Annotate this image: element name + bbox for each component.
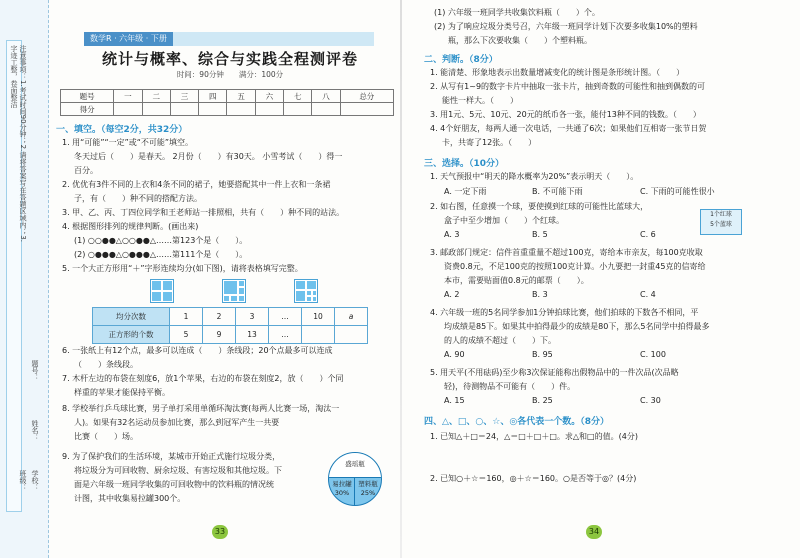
label-school: 学校：	[31, 470, 39, 491]
choice-2-c[interactable]: C. 6	[640, 230, 656, 239]
section-fill-blank: 一、填空。（每空2分，共32分）	[56, 125, 188, 135]
label-class: 班级：	[19, 470, 27, 491]
q6-line2: （ ）条线段。	[74, 360, 138, 369]
choice-1-a[interactable]: A. 一定下雨	[444, 187, 487, 196]
q9-line4: 计图，其中收集易拉罐300个。	[74, 494, 186, 503]
choice-4-a[interactable]: A. 90	[444, 350, 465, 359]
square-grid-1	[150, 279, 174, 303]
symbol-q2: 2. 已知○＋☆＝160，◎＋☆＝160。○是否等于◎？(4分)	[430, 474, 637, 483]
pie-label-b: 易拉罐	[332, 480, 352, 488]
pie-label-a: 盛瑶瓶	[345, 460, 365, 468]
choice-5-line1: 5. 用天平(不用砝码)至少称3次保证能称出假物品中的一件次品(次品略	[430, 368, 679, 377]
section-choice: 三、选择。（10分）	[424, 159, 505, 169]
choice-4-c[interactable]: C. 100	[640, 350, 666, 359]
q1-line3: 百分。	[74, 166, 98, 175]
q7-line1: 7. 木杆左边的布袋在刻度6，放1个苹果，右边的布袋在刻度2，放（ ）个同	[62, 374, 344, 383]
choice-2-b[interactable]: B. 5	[532, 230, 548, 239]
judge-2-line2: 能性一样大。（ ）	[442, 96, 518, 105]
pie-pct-c: 25%	[360, 489, 376, 497]
q9-line2: 将垃圾分为可回收物、厨余垃圾、有害垃圾和其他垃圾。下	[74, 466, 282, 475]
judge-3: 3. 用1元、5元、10元、20元的纸币各一张，能付13种不同的钱数。（ ）	[430, 110, 701, 119]
choice-5-line2: 轻)，待测物品不可能有（ ）件。	[444, 382, 576, 391]
choice-3-a[interactable]: A. 2	[444, 290, 460, 299]
exam-meta: 时间：90分钟 满分：100分	[176, 70, 284, 79]
choice-5-c[interactable]: C. 30	[640, 396, 661, 405]
square-count-row: 正方形的个数 5 9 13 …	[93, 326, 368, 344]
score-table	[60, 89, 394, 116]
q4-line3: (2) ○●●●△○●●●△……第111个是（ ）。	[74, 250, 248, 259]
choice-2-line1: 2. 如右图，任意摸一个球，要使摸到红球的可能性比蓝球大，	[430, 202, 649, 211]
q4-line1: 4. 根据图形排列的规律判断。(画出来)	[62, 222, 199, 231]
page-number-right: 34	[586, 525, 602, 539]
q6-line1: 6. 一张纸上有12个点，最多可以连成（ ）条线段；20个点最多可以连成	[62, 346, 333, 355]
choice-1: 1. 天气预报中“明天的降水概率为20%”表示明天（ ）。	[430, 172, 639, 181]
square-grid-3	[294, 279, 318, 303]
choice-1-c[interactable]: C. 下雨的可能性很小	[640, 187, 715, 196]
choice-4-line1: 4. 六年级一班的5名同学参加1分钟拍球比赛，他们拍球的下数各不相同，平	[430, 308, 699, 317]
q7-line2: 样重的苹果才能保持平衡。	[74, 388, 170, 397]
q9-sub1: (1) 六年级一班同学共收集饮料瓶（ ）个。	[434, 8, 600, 17]
page-fold	[400, 0, 402, 558]
judge-1: 1. 能清楚、形象地表示出数量增减变化的统计图是条形统计图。（ ）	[430, 68, 685, 77]
q8-line1: 8. 学校举行乒乓球比赛，男子单打采用单循环淘汰赛(每两人比赛一场，淘汰一	[62, 404, 340, 413]
split-count-row: 均分次数 1 2 3 … 10 a	[93, 308, 368, 326]
q9-line1: 9. 为了保护我们的生活环境，某城市开始正式施行垃圾分类，	[62, 452, 281, 461]
square-count-table	[92, 307, 368, 344]
q5: 5. 一个大正方形用“＋”字形连续均分(如下图)，请将表格填写完整。	[62, 264, 303, 273]
notice-text: 注意事项：1.考试时间90分钟；2.请将答案写在答题区域内；3.字迹工整，卷面整洁	[10, 45, 27, 242]
symbol-q1: 1. 已知△＋□＝24，△＝□＋□＋□。求△和□的值。(4分)	[430, 432, 638, 441]
judge-4-line1: 4. 4个好朋友，每两人通一次电话，一共通了6次；如果他们互相寄一张节日贺	[430, 124, 707, 133]
binding-margin	[0, 0, 49, 558]
page-title: 统计与概率、综合与实践全程测评卷	[101, 50, 358, 68]
label-number: 题号：	[31, 360, 39, 381]
judge-4-line2: 卡，共寄了12张。（ ）	[442, 138, 537, 147]
choice-2-line2: 盒子中至少增加（ ）个红球。	[444, 216, 564, 225]
section-judge: 二、判断。（8分）	[424, 55, 498, 65]
choice-3-c[interactable]: C. 4	[640, 290, 656, 299]
q4-line2: (1) ○○●●△○○●●△……第123个是（ ）。	[74, 236, 248, 245]
choice-2-a[interactable]: A. 3	[444, 230, 460, 239]
square-grid-2	[222, 279, 246, 303]
choice-4-line2: 均成绩是85下。如果其中拍得最少的成绩是80下，那么5名同学中拍得最多	[444, 322, 710, 331]
pie-pct-b: 30%	[334, 489, 350, 497]
section-symbols: 四、△、□、○、☆、◎各代表一个数。（8分）	[424, 417, 609, 427]
q2-line1: 2. 优优有3件不同的上衣和4条不同的裙子，她要搭配其中一件上衣和一条裙	[62, 180, 331, 189]
pie-label-c: 塑料瓶	[358, 480, 378, 488]
pie-divider-h	[329, 477, 381, 478]
q8-line2: 人)。如果有32名运动员参加比赛，那么到冠军产生一共要	[74, 418, 280, 427]
score-header-row: 题号 一 二 三 四 五 六 七 八 总分	[61, 90, 394, 103]
bottle-pie-chart	[328, 452, 382, 506]
choice-3-b[interactable]: B. 3	[532, 290, 548, 299]
header-ribbon	[84, 32, 374, 46]
choice-1-b[interactable]: B. 不可能下雨	[532, 187, 583, 196]
page-number-left: 33	[212, 525, 228, 539]
choice-4-line3: 的人的成绩不超过（ ）下。	[444, 336, 556, 345]
q9-sub2-line2: 瓶，那么下次要收集（ ）个塑料瓶。	[448, 36, 592, 45]
judge-2-line1: 2. 从写有1~9的数字卡片中抽取一张卡片，抽到奇数的可能性和抽到偶数的可	[430, 82, 706, 91]
choice-5-b[interactable]: B. 25	[532, 396, 553, 405]
choice-4-b[interactable]: B. 95	[532, 350, 553, 359]
q1-line2: 冬天过后（ ）是春天。 2月份（ ）有30天。 小雪考试（ ）得一	[74, 152, 343, 161]
choice-3-line3: 本市，需要贴面值0.8元的邮票（ ）。	[444, 276, 589, 285]
score-value-row: 得分	[61, 103, 394, 116]
q3: 3. 甲、乙、丙、丁四位同学和王老师站一排照相，共有（ ）种不同的站法。	[62, 208, 345, 217]
ball-box: 1个红球 5个蓝球	[700, 209, 742, 235]
q9-sub2-line1: (2) 为了响应垃圾分类号召，六年级一班同学计划下次要多收集10%的塑料	[434, 22, 698, 31]
choice-3-line2: 资费0.8元，不足100克的按照100克计算。小九要把一封重45克的信寄给	[444, 262, 706, 271]
choice-3-line1: 3. 邮政部门规定：信件首重重量不超过100克，寄给本市亲友，每100克收取	[430, 248, 703, 257]
label-name: 姓名：	[31, 420, 39, 441]
pie-divider	[354, 477, 355, 505]
choice-5-a[interactable]: A. 15	[444, 396, 465, 405]
q1-line1: 1. 用“可能”“一定”或“不可能”填空。	[62, 138, 194, 147]
q9-line3: 面是六年级一班同学收集的可回收物中的饮料瓶的情况统	[74, 480, 274, 489]
grade-tag: 数学R · 六年级 · 下册	[84, 32, 173, 46]
q8-line3: 比赛（ ）场。	[74, 432, 138, 441]
q2-line2: 子，有（ ）种不同的搭配方法。	[74, 194, 202, 203]
